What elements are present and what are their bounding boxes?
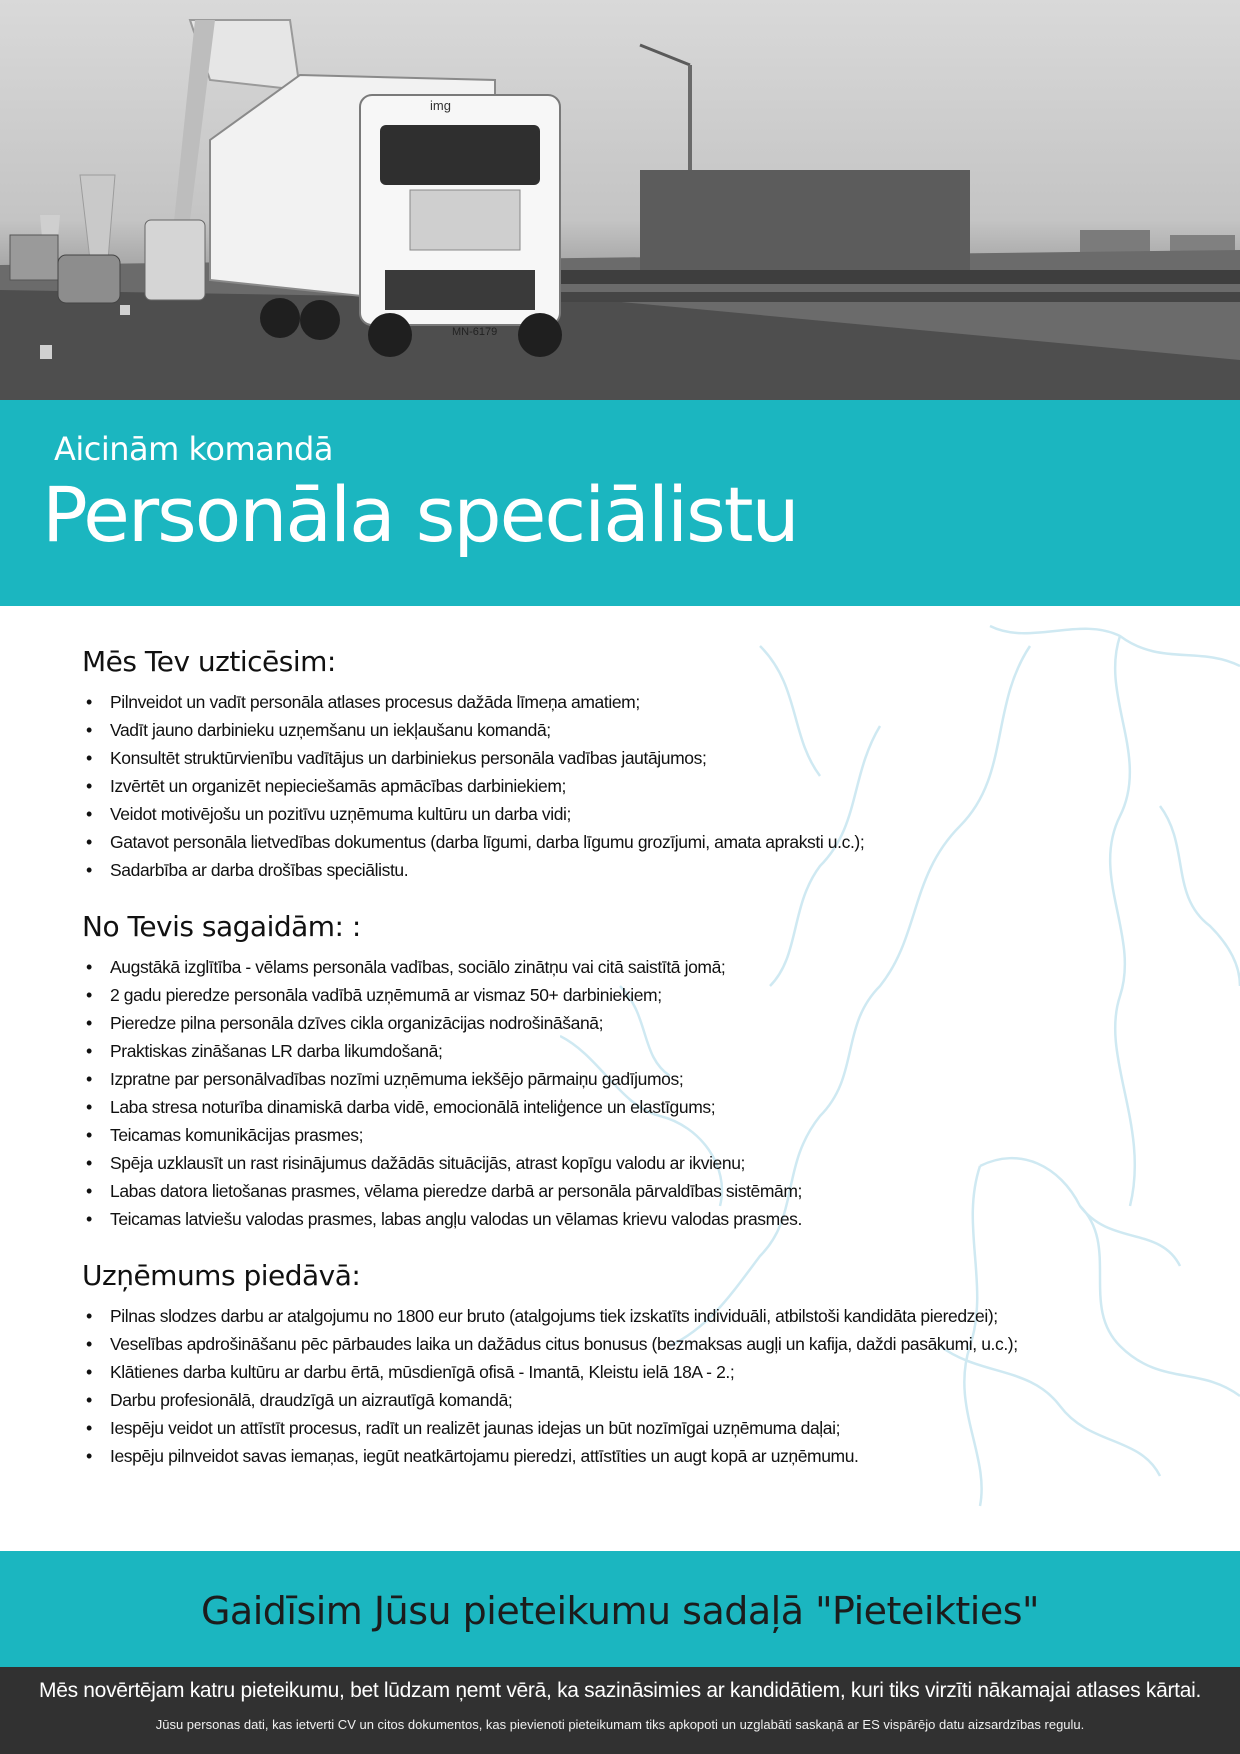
list-item: • Pieredze pilna personāla dzīves cikla organizācijas nodrošināšanā; <box>82 1009 1082 1037</box>
section-responsibilities <box>82 645 1082 884</box>
list-item: • Klātienes darba kultūru ar darbu ērtā, mūsdienīgā ofisā - Imantā, Kleistu ielā 18A - 2.; <box>82 1358 1082 1386</box>
job-title: Personāla speciālistu <box>42 470 798 559</box>
footer-privacy-note: Jūsu personas dati, kas ietverti CV un citos dokumentos, kas pievienoti pieteikumam tiks apkopoti un uzglabāti saskaņā ar ES vispārējo datu aizsardzības regulu. <box>155 1717 1085 1732</box>
bullet-list <box>82 1302 1082 1470</box>
job-description <box>82 645 1082 1496</box>
bullet-list <box>82 953 1082 1233</box>
list-item: • Sadarbība ar darba drošības speciālistu. <box>82 856 1082 884</box>
list-item: • Augstākā izglītība - vēlams personāla vadības, sociālo zinātņu vai citā saistītā jomā; <box>82 953 1082 981</box>
list-item: • Veidot motivējošu un pozitīvu uzņēmuma kultūru un darba vidi; <box>82 800 1082 828</box>
section-heading: Uzņēmums piedāvā: <box>82 1259 361 1292</box>
list-item: • 2 gadu pieredze personāla vadībā uzņēmumā ar vismaz 50+ darbiniekiem; <box>82 981 1082 1009</box>
list-item: • Izvērtēt un organizēt nepieciešamās apmācības darbiniekiem; <box>82 772 1082 800</box>
truck-highway-illustration <box>0 0 1240 400</box>
list-item: • Darbu profesionālā, draudzīgā un aizrautīgā komandā; <box>82 1386 1082 1414</box>
list-item: • Teicamas latviešu valodas prasmes, labas angļu valodas un vēlamas krievu valodas prasmes. <box>82 1205 1082 1233</box>
section-heading: Mēs Tev uzticēsim: <box>82 645 336 678</box>
list-item: • Teicamas komunikācijas prasmes; <box>82 1121 1082 1149</box>
apply-call-to-action: Gaidīsim Jūsu pieteikumu sadaļā "Pieteikties" <box>200 1589 1040 1633</box>
list-item: • Pilnveidot un vadīt personāla atlases procesus dažāda līmeņa amatiem; <box>82 688 1082 716</box>
list-item: • Praktiskas zināšanas LR darba likumdošanā; <box>82 1037 1082 1065</box>
list-item: • Laba stresa noturība dinamiskā darba vidē, emocionālā inteliģence un elastīgums; <box>82 1093 1082 1121</box>
cta-banner <box>0 1551 1240 1667</box>
section-offer <box>82 1259 1082 1470</box>
footer-notice: Mēs novērtējam katru pieteikumu, bet lūdzam ņemt vērā, ka sazināsimies ar kandidātiem, kuri tiks virzīti nākamajai atlases kārtai. <box>39 1679 1201 1702</box>
license-plate: MN-6179 <box>452 326 498 338</box>
list-item: • Spēja uzklausīt un rast risinājumus dažādās situācijās, atrast kopīgu valodu ar ikvienu; <box>82 1149 1082 1177</box>
list-item: • Vadīt jauno darbinieku uzņemšanu un iekļaušanu komandā; <box>82 716 1082 744</box>
kicker-text: Aicinām komandā <box>54 430 333 468</box>
section-heading: No Tevis sagaidām: : <box>82 910 361 943</box>
list-item: • Iespēju veidot un attīstīt procesus, radīt un realizēt jaunas idejas un būt nozīmīgai uzņēmuma daļai; <box>82 1414 1082 1442</box>
list-item: • Iespēju pilnveidot savas iemaņas, iegūt neatkārtojamu pieredzi, attīstīties un augt kopā ar uzņēmumu. <box>82 1442 1082 1470</box>
truck-logo: img <box>430 98 451 113</box>
bullet-list <box>82 688 1082 884</box>
section-requirements <box>82 910 1082 1233</box>
list-item: • Veselības apdrošināšanu pēc pārbaudes laika un dažādus citus bonusus (bezmaksas augļi un kafija, daždi pasākumi, u.c.); <box>82 1330 1082 1358</box>
list-item: • Labas datora lietošanas prasmes, vēlama pieredze darbā ar personāla pārvaldības sistēmām; <box>82 1177 1082 1205</box>
list-item: • Pilnas slodzes darbu ar atalgojumu no 1800 eur bruto (atalgojums tiek izskatīts individuāli, atbilstoši kandidāta pieredzei); <box>82 1302 1082 1330</box>
list-item: • Izpratne par personālvadības nozīmi uzņēmuma iekšējo pārmaiņu gadījumos; <box>82 1065 1082 1093</box>
title-banner <box>0 400 1240 606</box>
list-item: • Konsultēt struktūrvienību vadītājus un darbiniekus personāla vadības jautājumos; <box>82 744 1082 772</box>
footer <box>0 1667 1240 1754</box>
hero-photo <box>0 0 1240 400</box>
list-item: • Gatavot personāla lietvedības dokumentus (darba līgumi, darba līgumu grozījumi, amata apraksti u.c.); <box>82 828 1082 856</box>
